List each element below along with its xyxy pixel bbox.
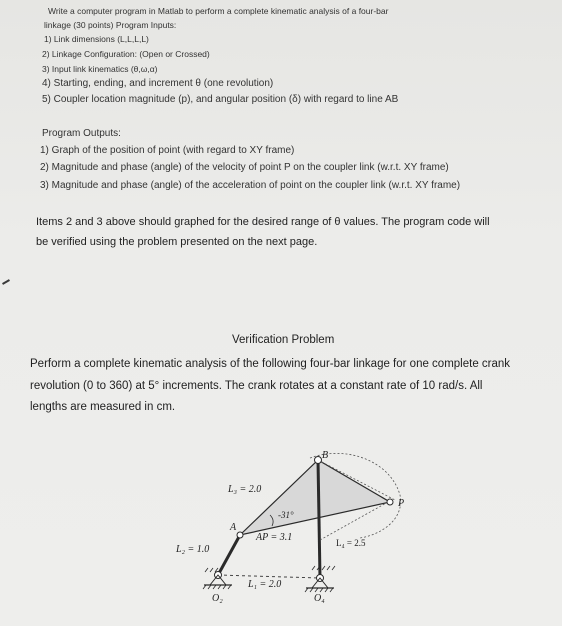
verification-line-2: revolution (0 to 360) at 5° increments. The crank rotates at a constant rate of 10 rad/s. All — [30, 380, 483, 392]
label-L4: L₄ = 2.5 — [336, 538, 366, 548]
input-item-5: 5) Coupler location magnitude (p), and angular position (δ) with regard to line AB — [42, 94, 399, 105]
input-item-1: 1) Link dimensions (L,L,L,L) — [44, 34, 149, 44]
label-O4: O₄ — [314, 593, 325, 604]
joint-B — [315, 457, 322, 464]
input-item-3: 3) Input link kinematics (θ,ω,α) — [42, 64, 158, 74]
crank-link — [218, 535, 240, 575]
label-AP: AP = 3.1 — [256, 532, 293, 543]
note-line-2: be verified using the problem presented on the next page. — [36, 236, 318, 248]
output-item-1: 1) Graph of the position of point (with regard to XY frame) — [40, 145, 295, 156]
rocker-link — [318, 460, 320, 578]
coupler-link — [240, 460, 390, 535]
verification-line-3: lengths are measured in cm. — [30, 401, 176, 413]
intro-line-2: linkage (30 points) Program Inputs: — [44, 20, 177, 30]
label-angle: -31° — [278, 510, 294, 520]
input-item-2: 2) Linkage Configuration: (Open or Crossed) — [42, 49, 210, 59]
outputs-title: Program Outputs: — [42, 128, 121, 139]
verification-title: Verification Problem — [232, 334, 335, 346]
input-item-4: 4) Starting, ending, and increment θ (one revolution) — [42, 78, 274, 89]
label-O2: O₂ — [212, 593, 223, 604]
margin-mark — [2, 279, 10, 285]
label-P: P — [398, 498, 405, 509]
four-bar-linkage-figure — [160, 440, 420, 620]
verification-line-1: Perform a complete kinematic analysis of the following four-bar linkage for one complete crank — [30, 358, 511, 370]
label-L3: L₃ = 2.0 — [228, 484, 262, 495]
intro-line-1: Write a computer program in Matlab to perform a complete kinematic analysis of a four-bar — [48, 6, 389, 16]
label-A: A — [230, 522, 237, 533]
joint-A — [237, 532, 243, 538]
label-L2: L₂ = 1.0 — [176, 544, 210, 555]
output-item-2: 2) Magnitude and phase (angle) of the velocity of point P on the coupler link (w.r.t. XY frame) — [40, 162, 449, 173]
note-line-1: Items 2 and 3 above should graphed for the desired range of θ values. The program code will — [36, 216, 490, 228]
ground-hatch-top — [312, 566, 335, 570]
joint-P — [387, 499, 393, 505]
label-B: B — [322, 450, 329, 461]
ground-link — [218, 575, 320, 578]
output-item-3: 3) Magnitude and phase (angle) of the acceleration of point on the coupler link (w.r.t. XY frame) — [40, 180, 461, 191]
label-L1: L₁ = 2.0 — [248, 579, 282, 590]
